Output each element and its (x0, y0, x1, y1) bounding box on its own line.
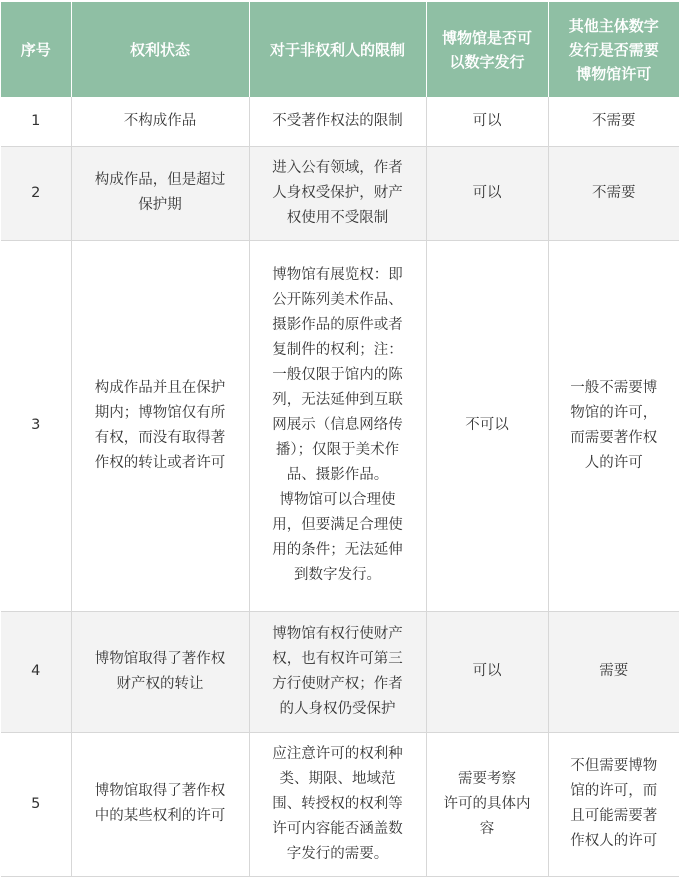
cell-restriction: 博物馆有权行使财产 权，也有权许可第三 方行使财产权；作者 的人身权仍受保护 (249, 611, 426, 732)
cell-museum-can-issue: 需要考察 许可的具体内 容 (426, 732, 548, 876)
table-row (1, 240, 679, 611)
table-row (1, 146, 679, 240)
copyright-rights-table (1, 2, 679, 877)
cell-restriction: 进入公有领域，作者 人身权受保护，财产 权使用不受限制 (249, 146, 426, 240)
cell-museum-can-issue: 可以 (426, 146, 548, 240)
header-serial-number: 序号 (1, 2, 71, 97)
cell-museum-can-issue: 可以 (426, 97, 548, 146)
cell-serial-number: 1 (1, 97, 71, 146)
cell-needs-museum-permission: 不需要 (548, 97, 679, 146)
table-header-row (1, 2, 679, 97)
table-row (1, 732, 679, 876)
table-row (1, 611, 679, 732)
cell-serial-number: 4 (1, 611, 71, 732)
cell-rights-status: 构成作品，但是超过 保护期 (71, 146, 249, 240)
cell-restriction: 应注意许可的权利种 类、期限、地域范 围、转授权的权利等 许可内容能否涵盖数 字发行的需要。 (249, 732, 426, 876)
cell-museum-can-issue: 不可以 (426, 240, 548, 611)
cell-museum-can-issue: 可以 (426, 611, 548, 732)
cell-restriction: 博物馆有展览权：即 公开陈列美术作品、 摄影作品的原件或者 复制件的权利；注： 一般仅限于馆内的陈 列，无法延伸到互联 网展示（信息网络传 播）；仅限于美术作 品、摄影作品。 博物馆可以合理使 用，但要满足合理使 用的条件；无法延伸 到数字发行。 (249, 240, 426, 611)
header-museum-can-digitally-issue: 博物馆是否可 以数字发行 (426, 2, 548, 97)
cell-rights-status: 构成作品并且在保护 期内；博物馆仅有所 有权，而没有取得著 作权的转让或者许可 (71, 240, 249, 611)
header-restriction-on-non-rights-holders: 对于非权利人的限制 (249, 2, 426, 97)
cell-needs-museum-permission: 一般不需要博 物馆的许可， 而需要著作权 人的许可 (548, 240, 679, 611)
cell-rights-status: 博物馆取得了著作权 财产权的转让 (71, 611, 249, 732)
cell-serial-number: 5 (1, 732, 71, 876)
cell-serial-number: 3 (1, 240, 71, 611)
header-rights-status: 权利状态 (71, 2, 249, 97)
cell-rights-status: 不构成作品 (71, 97, 249, 146)
header-others-need-museum-permission: 其他主体数字 发行是否需要 博物馆许可 (548, 2, 679, 97)
cell-needs-museum-permission: 不需要 (548, 146, 679, 240)
cell-needs-museum-permission: 不但需要博物 馆的许可，而 且可能需要著 作权人的许可 (548, 732, 679, 876)
cell-restriction: 不受著作权法的限制 (249, 97, 426, 146)
cell-serial-number: 2 (1, 146, 71, 240)
cell-needs-museum-permission: 需要 (548, 611, 679, 732)
table-row (1, 97, 679, 146)
cell-rights-status: 博物馆取得了著作权 中的某些权利的许可 (71, 732, 249, 876)
